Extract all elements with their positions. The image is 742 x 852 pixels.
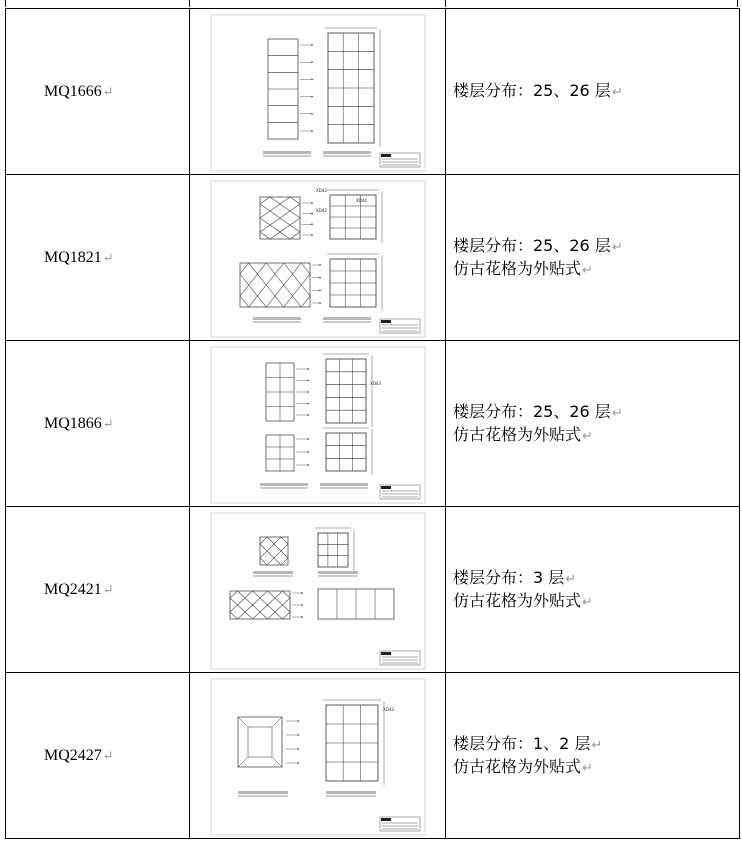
note-text — [446, 80, 739, 103]
leader-dot — [307, 379, 309, 381]
drawing-cell — [190, 175, 446, 341]
note-cell — [446, 175, 740, 341]
paragraph-mark-icon: ↵ — [102, 83, 114, 99]
window-code-cell — [6, 9, 190, 175]
note-text — [446, 235, 739, 281]
paragraph-mark-icon: ↵ — [102, 415, 114, 431]
window-code — [6, 747, 189, 765]
leader-dot — [311, 95, 313, 97]
drawing-sheet — [211, 679, 425, 835]
title-block-logo — [381, 320, 391, 323]
note-line-text: 仿古花格为外贴式 — [453, 258, 582, 278]
drawing-tag: XD43 — [315, 187, 327, 193]
window-code-label: MQ1666 — [44, 82, 102, 100]
table-corner-mark — [189, 0, 190, 7]
leader-dot — [319, 302, 321, 304]
note-cell — [446, 673, 740, 839]
window-elevation-drawing — [208, 511, 428, 671]
note-line — [453, 424, 739, 447]
window-code-label: MQ2427 — [44, 746, 102, 764]
note-line — [453, 258, 739, 281]
note-text — [446, 733, 739, 779]
drawing-cell — [190, 341, 446, 507]
spec-row — [6, 341, 740, 507]
window-code-cell — [6, 673, 190, 839]
leader-dot — [311, 202, 313, 204]
page-top-margin — [0, 0, 742, 8]
leader-dot — [311, 112, 313, 114]
window-code-label: MQ2421 — [44, 580, 102, 598]
title-block-logo — [381, 154, 391, 157]
drawing-tag: XD44 — [355, 197, 367, 203]
note-cell — [446, 507, 740, 673]
drawing-caption — [263, 151, 311, 154]
paragraph-mark-icon: ↵ — [611, 239, 623, 255]
paragraph-mark-icon: ↵ — [565, 571, 577, 587]
leader-dot — [297, 720, 299, 722]
leader-dot — [301, 616, 303, 618]
window-code-cell — [6, 175, 190, 341]
leader-dot — [307, 451, 309, 453]
drawing-sheet — [211, 181, 425, 337]
leader-dot — [311, 130, 313, 132]
leader-dot — [311, 61, 313, 63]
paragraph-mark-icon: ↵ — [582, 594, 593, 610]
note-line-text: 仿古花格为外贴式 — [453, 756, 582, 776]
leader-dot — [307, 438, 309, 440]
note-line-text: 楼层分布：25、26 层 — [453, 401, 611, 421]
note-cell — [446, 341, 740, 507]
note-line-text: 仿古花格为外贴式 — [453, 424, 582, 444]
drawing-tag: XD43 — [382, 706, 394, 712]
paragraph-mark-icon: ↵ — [611, 85, 623, 100]
note-line — [453, 590, 739, 613]
drawing-sheet — [211, 15, 425, 171]
leader-dot — [297, 748, 299, 750]
drawing-caption — [326, 791, 376, 794]
leader-dot — [319, 276, 321, 278]
leader-dot — [311, 234, 313, 236]
window-elevation-drawing — [208, 345, 428, 505]
note-line — [453, 235, 739, 258]
paragraph-mark-icon: ↵ — [582, 262, 593, 278]
window-spec-table — [5, 8, 740, 839]
note-line — [453, 756, 739, 779]
drawing-caption — [323, 317, 371, 320]
drawing-tag: XD42 — [315, 207, 327, 213]
paragraph-mark-icon: ↵ — [102, 581, 114, 597]
note-line-text: 楼层分布：3 层 — [453, 567, 565, 587]
drawing-caption — [318, 571, 358, 574]
drawing-caption — [238, 791, 288, 794]
paragraph-mark-icon: ↵ — [102, 249, 114, 265]
title-block-logo — [381, 652, 391, 655]
window-code — [6, 415, 189, 433]
drawing-caption — [323, 151, 371, 154]
title-block-logo — [381, 486, 391, 489]
table-corner-mark-left — [5, 0, 6, 7]
table-corner-mark-right — [737, 0, 738, 7]
drawing-caption — [260, 483, 308, 486]
paragraph-mark-icon: ↵ — [611, 405, 623, 421]
window-code — [6, 249, 189, 267]
leader-dot — [307, 414, 309, 416]
leader-dot — [311, 78, 313, 80]
drawing-sheet — [211, 347, 425, 503]
note-line — [453, 567, 739, 590]
window-code-label: MQ1866 — [44, 414, 102, 432]
leader-dot — [301, 604, 303, 606]
drawing-caption — [253, 571, 293, 574]
drawing-caption — [320, 483, 368, 486]
leader-dot — [311, 212, 313, 214]
note-text — [446, 401, 739, 447]
note-line-text: 仿古花格为外贴式 — [453, 590, 582, 610]
leader-dot — [311, 223, 313, 225]
leader-dot — [307, 464, 309, 466]
paragraph-mark-icon: ↵ — [582, 428, 593, 444]
paragraph-mark-icon: ↵ — [582, 760, 593, 776]
paragraph-mark-icon: ↵ — [591, 737, 603, 753]
window-code-cell — [6, 507, 190, 673]
leader-dot — [307, 402, 309, 404]
drawing-cell — [190, 9, 446, 175]
leader-dot — [311, 44, 313, 46]
title-block-logo — [381, 818, 391, 821]
window-elevation-drawing — [208, 677, 428, 837]
leader-dot — [297, 734, 299, 736]
spec-row — [6, 673, 740, 839]
spec-row — [6, 9, 740, 175]
note-line — [453, 401, 739, 424]
leader-dot — [319, 264, 321, 266]
note-line-text: 楼层分布：25、26 层 — [453, 81, 611, 100]
note-line-text: 楼层分布：25、26 层 — [453, 235, 611, 255]
note-line-text: 楼层分布：1、2 层 — [453, 733, 591, 753]
leader-dot — [307, 368, 309, 370]
leader-dot — [297, 762, 299, 764]
drawing-tag: XD43 — [369, 380, 381, 386]
window-code-label: MQ1821 — [44, 248, 102, 266]
drawing-caption — [253, 317, 301, 320]
window-code — [6, 83, 189, 101]
leader-dot — [319, 289, 321, 291]
drawing-cell — [190, 673, 446, 839]
window-elevation-drawing — [208, 13, 428, 173]
spec-row — [6, 175, 740, 341]
window-code-cell — [6, 341, 190, 507]
table-corner-mark — [445, 0, 446, 7]
leader-dot — [307, 391, 309, 393]
note-text — [446, 567, 739, 613]
paragraph-mark-icon: ↵ — [102, 747, 114, 763]
window-elevation-drawing — [208, 179, 428, 339]
spec-row — [6, 507, 740, 673]
note-cell — [446, 9, 740, 175]
window-code — [6, 581, 189, 599]
note-line — [453, 733, 739, 756]
note-line — [453, 80, 739, 103]
drawing-cell — [190, 507, 446, 673]
leader-dot — [301, 592, 303, 594]
